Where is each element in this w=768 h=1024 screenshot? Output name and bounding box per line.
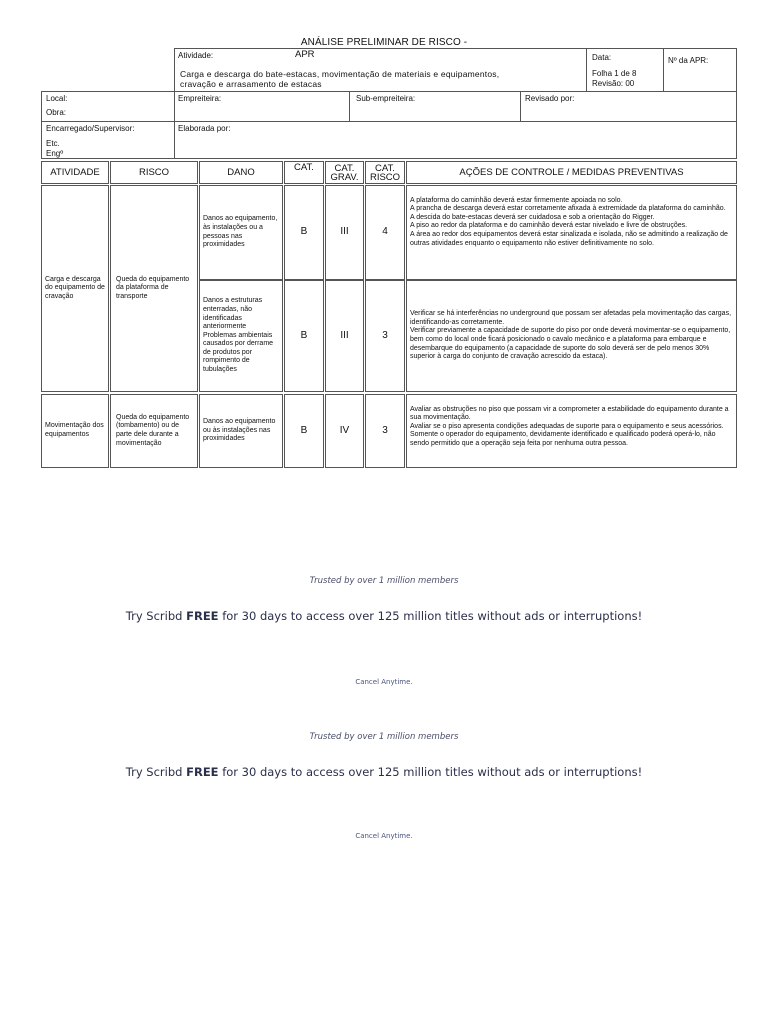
eng-label: Engº	[46, 149, 64, 158]
row2-risco: Queda do equipamento (tombamento) ou de parte dele durante a movimentação	[116, 413, 190, 447]
subempreiteira-label: Sub-empreiteira:	[356, 94, 416, 103]
row1-atividade: Carga e descarga do equipamento de cravação	[45, 275, 105, 300]
row2-acoes: Avaliar as obstruções no piso que possam vir a comprometer a estabilidade do equipamento durante a sua movimentação. Avaliar se o piso apresenta condições adequadas de suporte para o equipamento e seus acessórios. Somente o operador do equipamento, devidamente identificado e qualificado poderá operá-lo, não sendo permitido que a operação seja feita por nenhuma outra pessoa.	[410, 405, 729, 447]
row1a-cat-cell	[284, 185, 324, 280]
promo-try-before-2: Try Scribd	[125, 765, 187, 779]
revisao-label: Revisão: 00	[592, 79, 635, 88]
row1a-grav: III	[340, 226, 349, 238]
row1b-cat-cell	[284, 280, 324, 392]
col-header-cat-risco-line1: CAT.	[375, 162, 395, 174]
page-title: ANÁLISE PRELIMINAR DE RISCO -	[300, 37, 468, 48]
row1-risco-cell	[110, 185, 198, 392]
col-header-cat-grav-line1: CAT.	[334, 162, 355, 174]
atividade-value: APR	[295, 49, 315, 60]
col-header-cat-grav	[325, 161, 364, 184]
promo-try-before: Try Scribd	[125, 609, 187, 623]
row1b-risco-cat: 3	[382, 329, 388, 341]
col-header-cat-label: CAT.	[294, 162, 314, 173]
row1a-risco-cat: 4	[382, 226, 388, 238]
row2-atividade: Movimentação dos equipamentos	[45, 422, 104, 438]
empreiteira-label: Empreiteira:	[178, 94, 222, 103]
row1-risco: Queda do equipamento da plataforma de transporte	[116, 275, 190, 300]
row2-risco-cell	[110, 394, 198, 468]
row1a-grav-cell	[325, 185, 364, 280]
row1a-cat: B	[300, 226, 308, 238]
row2-cat-cell	[284, 394, 324, 468]
promo-try-text-2	[0, 765, 768, 779]
row2-atividade-cell	[41, 394, 109, 468]
row2-risco-cat: 3	[382, 424, 388, 436]
col-header-dano: DANO	[199, 161, 283, 184]
row2-dano-cell	[199, 394, 283, 468]
col-header-cat-risco-line2: RISCO	[369, 171, 401, 183]
row2-grav-cell	[325, 394, 364, 468]
elaborada-label: Elaborada por:	[178, 124, 231, 133]
promo-try-text	[0, 609, 768, 623]
row2-risco-cat-cell	[365, 394, 405, 468]
row1a-acoes: A plataforma do caminhão deverá estar firmemente apoiada no solo. A prancha de descarga deverá estar corretamente afixada à extremidade da plataforma do caminhão. A descida do bate-estacas deverá ser cuidadosa e sob a orientação do Rigger. A piso ao redor da plataforma e do caminhão deverá estar nivelado e livre de obstruções. A área ao redor dos equipamentos deverá estar sinalizada e isolada, não se admitindo a realização de outras atividades enquanto o equipamento não estiver definitivamente no solo.	[410, 196, 728, 247]
row1b-dano-cell	[199, 280, 283, 392]
promo-cancel-link-2[interactable]: Cancel Anytime.	[355, 832, 413, 840]
promo-cancel-link[interactable]: Cancel Anytime.	[355, 678, 413, 686]
row2-acoes-cell	[406, 394, 737, 468]
row2-dano: Danos ao equipamento ou às instalações nas proximidades	[203, 418, 276, 443]
promo-try-after-2: for 30 days to access over 125 million titles without ads or interruptions!	[218, 765, 643, 779]
promo-try-free-2: FREE	[186, 765, 219, 779]
col-header-cat-risco	[365, 161, 405, 184]
promo-trusted-text-2: Trusted by over 1 million members	[309, 732, 459, 742]
row1b-risco-cat-cell	[365, 280, 405, 392]
revisado-label: Revisado por:	[525, 94, 575, 103]
col-header-cat-grav-line2: GRAV.	[330, 171, 359, 183]
row1b-dano: Danos a estruturas enterradas, não identificadas anteriormente Problemas ambientais causados por derrame de produtos por rompimento de tubulações	[203, 297, 274, 374]
col-header-atividade: ATIVIDADE	[41, 161, 109, 184]
apr-document	[0, 0, 768, 505]
apr-number-cell	[663, 48, 737, 92]
row1b-acoes-cell	[406, 280, 737, 392]
row1-atividade-cell	[41, 185, 109, 392]
promo-trusted-text: Trusted by over 1 million members	[309, 576, 459, 586]
data-label: Data:	[592, 53, 612, 62]
obra-label: Obra:	[46, 108, 67, 117]
apr-number-label: Nº da APR:	[668, 56, 709, 65]
promo-try-after: for 30 days to access over 125 million titles without ads or interruptions!	[218, 609, 643, 623]
row1b-cat: B	[300, 329, 308, 341]
row1b-grav-cell	[325, 280, 364, 392]
col-header-cat	[284, 161, 324, 184]
folha-label: Folha 1 de 8	[592, 69, 637, 78]
elaborada-cell	[174, 121, 737, 159]
row1a-dano: Danos ao equipamento, às instalações ou a pessoas nas proximidades	[203, 215, 278, 249]
row1a-dano-cell	[199, 185, 283, 280]
atividade-label: Atividade:	[178, 51, 214, 60]
row1b-grav: III	[340, 329, 349, 341]
col-header-acoes: AÇÕES DE CONTROLE / MEDIDAS PREVENTIVAS	[406, 161, 737, 184]
etc-label: Etc.	[46, 139, 60, 148]
row2-cat: B	[300, 424, 308, 436]
local-label: Local:	[46, 94, 68, 103]
atividade-description-line2: cravação e arrasamento de estacas	[180, 79, 322, 89]
row2-grav: IV	[339, 424, 350, 436]
atividade-description-line1: Carga e descarga do bate-estacas, movimentação de materiais e equipamentos,	[180, 69, 500, 79]
row1a-risco-cat-cell	[365, 185, 405, 280]
encarregado-label: Encarregado/Supervisor:	[46, 124, 135, 133]
row1b-acoes: Verificar se há interferências no underground que possam ser afetadas pela movimentação das cargas, identificando-as corretamente. Verificar previamente a capacidade de suporte do piso por onde deverá movimentar-se o equipamento, bem como do local onde ficará posicionado o cavalo mecânico e a plataforma para embarque e desembarque do equipamento (a capacidade de suporte do solo deverá ser de pelo menos 30% superior à carga do conjunto de cravação acrescido da estaca).	[410, 310, 732, 361]
row1a-acoes-cell	[406, 185, 737, 280]
promo-try-free: FREE	[186, 609, 219, 623]
col-header-risco: RISCO	[110, 161, 198, 184]
